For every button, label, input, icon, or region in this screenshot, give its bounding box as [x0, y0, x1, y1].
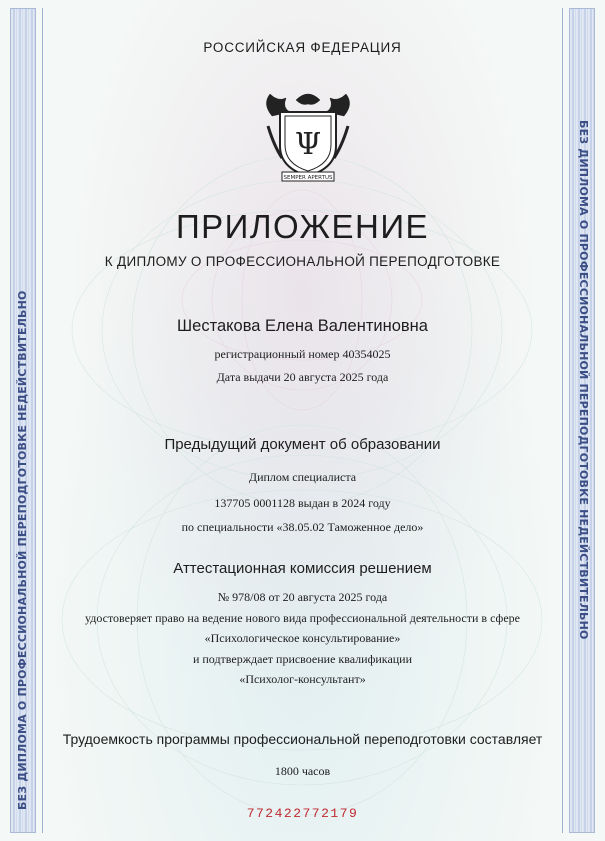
country-name: РОССИЙСКАЯ ФЕДЕРАЦИЯ — [203, 40, 402, 55]
attestation-decision: № 978/08 от 20 августа 2025 года — [217, 590, 388, 604]
psi-symbol: Ψ — [294, 127, 322, 162]
issue-date: Дата выдачи 20 августа 2025 года — [216, 370, 389, 384]
document-title: ПРИЛОЖЕНИЕ — [175, 208, 430, 245]
university-emblem — [252, 86, 364, 186]
attestation-qualification: «Психолог-консультант» — [239, 672, 366, 686]
attestation-confirm: и подтверждает присвоение квалификации — [192, 652, 413, 666]
previous-document-heading: Предыдущий документ об образовании — [164, 436, 441, 453]
document-subtitle: К ДИПЛОМУ О ПРОФЕССИОНАЛЬНОЙ ПЕРЕПОДГОТОВКЕ — [104, 254, 501, 269]
right-border-text: БЕЗ ДИПЛОМА О ПРОФЕССИОНАЛЬНОЙ ПЕРЕПОДГОТОВКЕ НЕДЕЙСТВИТЕЛЬНО — [577, 120, 590, 640]
previous-document-number: 137705 0001128 выдан в 2024 году — [214, 496, 391, 510]
serial-number: 772422772179 — [246, 806, 359, 821]
previous-document-type: Диплом специалиста — [248, 470, 357, 484]
holder-name: Шестакова Елена Валентиновна — [177, 317, 428, 335]
attestation-right: удостоверяет право на ведение нового вида профессиональной деятельности в сфере — [85, 611, 520, 625]
left-border-line — [42, 8, 43, 833]
attestation-sphere: «Психологическое консультирование» — [204, 631, 401, 645]
previous-document-specialty: по специальности «38.05.02 Таможенное дело» — [181, 520, 424, 534]
emblem-motto: SEMPER APERTUS — [283, 175, 333, 181]
program-hours: 1800 часов — [274, 764, 331, 778]
attestation-heading: Аттестационная комиссия решением — [173, 560, 432, 577]
left-border-text: БЕЗ ДИПЛОМА О ПРОФЕССИОНАЛЬНОЙ ПЕРЕПОДГОТОВКЕ НЕДЕЙСТВИТЕЛЬНО — [16, 290, 29, 810]
right-border-line — [562, 8, 563, 833]
program-labor-intensity: Трудоемкость программы профессиональной переподготовки составляет — [62, 731, 543, 747]
registration-number: регистрационный номер 40354025 — [214, 347, 391, 361]
